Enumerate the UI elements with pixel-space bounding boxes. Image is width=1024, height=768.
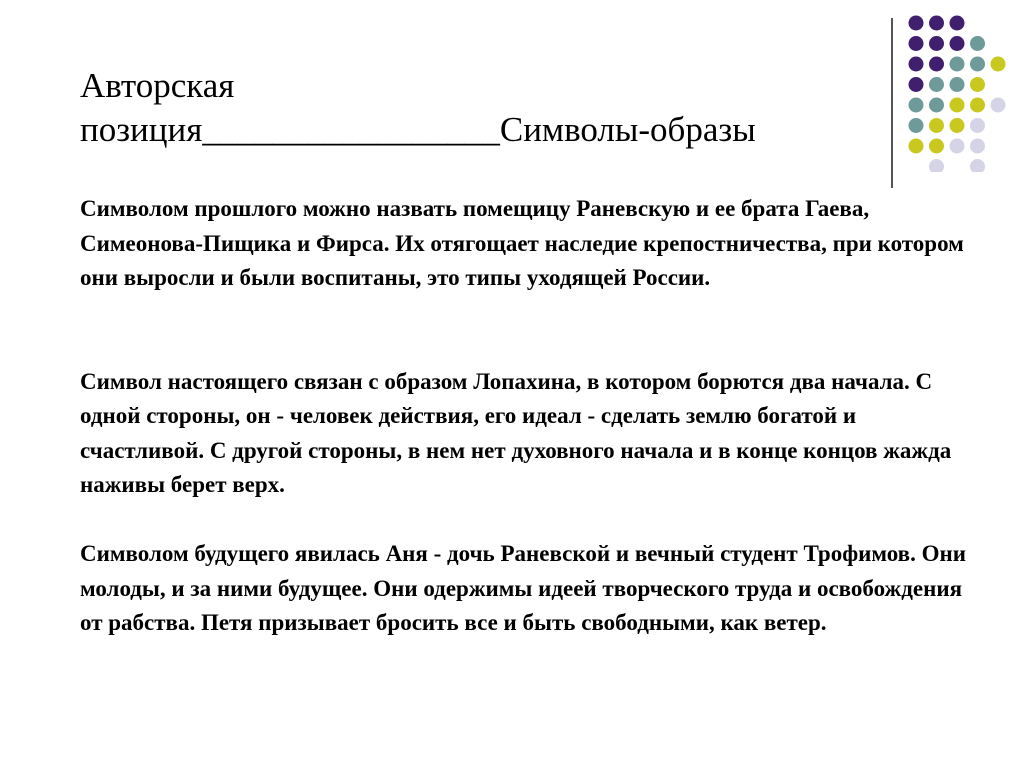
decorative-dot-teal bbox=[970, 36, 985, 51]
decorative-dot-lavender bbox=[970, 118, 985, 133]
decorative-dot-yellow bbox=[970, 77, 985, 92]
decorative-dot-teal bbox=[950, 57, 965, 72]
decorative-dot-lavender bbox=[970, 139, 985, 154]
decorative-dots-graphic bbox=[900, 12, 1012, 172]
decorative-dot-teal bbox=[909, 98, 924, 113]
decorative-dot-teal bbox=[950, 77, 965, 92]
decorative-dot-yellow bbox=[970, 98, 985, 113]
decorative-dot-teal bbox=[929, 98, 944, 113]
decorative-dot-purple bbox=[929, 36, 944, 51]
decorative-dot-teal bbox=[929, 77, 944, 92]
decorative-dot-lavender bbox=[991, 98, 1006, 113]
decorative-dot-purple bbox=[929, 16, 944, 31]
decorative-dot-yellow bbox=[929, 118, 944, 133]
paragraph-future-symbol: Символом будущего явилась Аня - дочь Раневской и вечный студент Трофимов. Они молоды, и за ними будущее. Они одержимы идеей творческого труда и освобождения от рабства. Петя призывает бросить все и быть свободными, как ветер. bbox=[80, 541, 966, 635]
decorative-dot-purple bbox=[950, 36, 965, 51]
decorative-dot-teal bbox=[909, 118, 924, 133]
decorative-dot-teal bbox=[970, 57, 985, 72]
paragraph-present-symbol: Символ настоящего связан с образом Лопахина, в котором борются два начала. С одной стороны, он - человек действия, его идеал - сделать землю богатой и счастливой. С другой стороны, в нем нет духовного начала и в конце концов жажда наживы берет верх. bbox=[80, 368, 952, 497]
decorative-dot-purple bbox=[929, 57, 944, 72]
slide-title bbox=[80, 64, 900, 152]
title-line-2: позиция_________________Символы-образы bbox=[80, 110, 756, 149]
decorative-dot-lavender bbox=[950, 139, 965, 154]
decorative-dot-lavender bbox=[970, 159, 985, 172]
decorative-dot-yellow bbox=[950, 118, 965, 133]
decorative-dot-yellow bbox=[909, 139, 924, 154]
decorative-dot-yellow bbox=[950, 98, 965, 113]
decorative-dot-yellow bbox=[991, 57, 1006, 72]
paragraph-spacer bbox=[80, 503, 980, 538]
decorative-dot-purple bbox=[909, 36, 924, 51]
paragraph-spacer bbox=[80, 296, 980, 365]
title-line-1: Авторская bbox=[80, 66, 235, 105]
decorative-dot-purple bbox=[909, 77, 924, 92]
slide-body bbox=[80, 192, 980, 641]
decorative-dot-lavender bbox=[929, 159, 944, 172]
decorative-dot-yellow bbox=[929, 139, 944, 154]
decorative-dot-purple bbox=[950, 16, 965, 31]
decorative-dot-purple bbox=[909, 16, 924, 31]
decorative-dot-purple bbox=[909, 57, 924, 72]
paragraph-past-symbol: Символом прошлого можно назвать помещицу Раневскую и ее брата Гаева, Симеонова-Пищика и Фирса. Их отягощает наследие крепостничества, при котором они выросли и были воспитаны, это типы уходящей России. bbox=[80, 196, 964, 290]
